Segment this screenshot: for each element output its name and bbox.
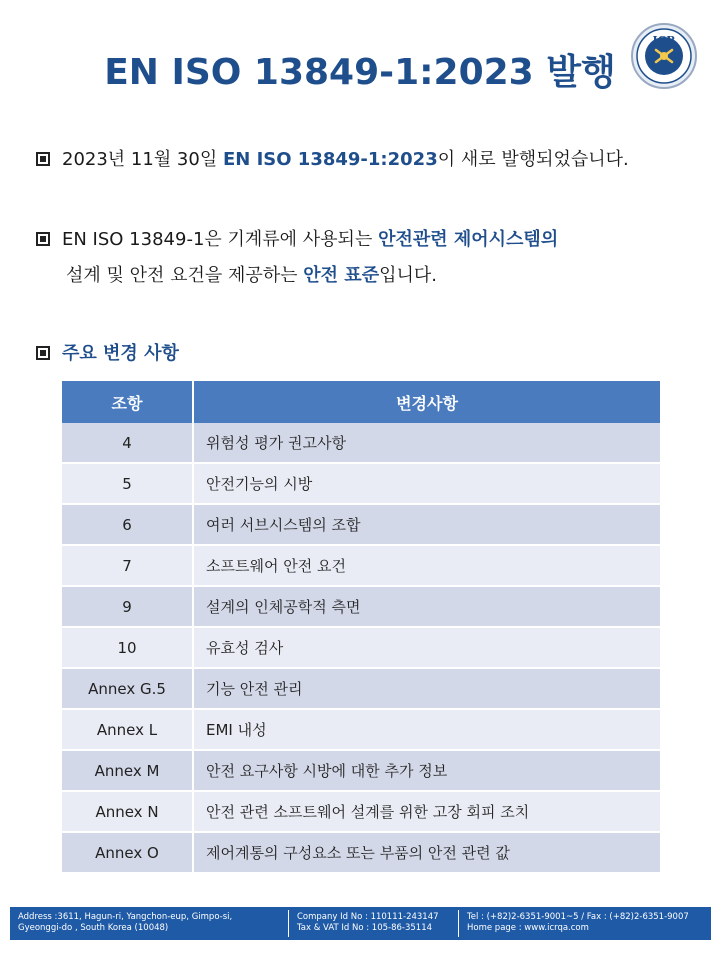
change-cell: 안전기능의 시방 [193, 463, 660, 504]
clause-cell: Annex N [62, 791, 193, 832]
bullet2-line2-text: 설계 및 안전 요건을 제공하는 [66, 265, 304, 286]
change-cell: 제어계통의 구성요소 또는 부품의 안전 관련 값 [193, 832, 660, 873]
table-row [62, 750, 660, 791]
bullet-description-line2 [66, 261, 437, 287]
footer-homepage[interactable]: Home page : www.icrqa.com [467, 923, 589, 933]
table-header-row [62, 381, 660, 423]
table-row [62, 832, 660, 873]
clause-cell: 9 [62, 586, 193, 627]
icr-certification-seal-icon [630, 22, 698, 90]
bullet1-standard: EN ISO 13849-1:2023 [222, 149, 438, 170]
table-row [62, 709, 660, 750]
footer-address-line2: Gyeonggi-do , South Korea (10048) [18, 923, 169, 933]
icr-logo [630, 22, 698, 90]
table-row [62, 545, 660, 586]
change-cell: 설계의 인체공학적 측면 [193, 586, 660, 627]
column-header-change: 변경사항 [193, 381, 660, 423]
change-cell: 기능 안전 관리 [193, 668, 660, 709]
clause-cell: 10 [62, 627, 193, 668]
table-row [62, 668, 660, 709]
table-row [62, 463, 660, 504]
clause-cell: 5 [62, 463, 193, 504]
change-cell: 안전 요구사항 시방에 대한 추가 정보 [193, 750, 660, 791]
change-cell: EMI 내성 [193, 709, 660, 750]
change-cell: 위험성 평가 권고사항 [193, 423, 660, 463]
square-bullet-icon [36, 232, 50, 246]
section-heading-row [36, 339, 179, 365]
table-row [62, 423, 660, 463]
footer-address-line1: Address :3611, Hagun-ri, Yangchon-eup, Gimpo-si, [18, 912, 233, 922]
change-cell: 유효성 검사 [193, 627, 660, 668]
footer-address [18, 912, 232, 934]
footer-divider [288, 910, 289, 937]
clause-cell: Annex O [62, 832, 193, 873]
table-row [62, 627, 660, 668]
bullet2-line2-end: 입니다. [379, 265, 437, 286]
footer-tax-id: Tax & VAT Id No : 105-86-35114 [297, 923, 433, 933]
bullet1-text-end: 이 새로 발행되었습니다. [437, 149, 629, 170]
bullet1-text: 2023년 11월 30일 [62, 149, 223, 170]
bullet-description [36, 225, 558, 251]
section-heading: 주요 변경 사항 [62, 343, 179, 364]
clause-cell: Annex G.5 [62, 668, 193, 709]
change-cell: 여러 서브시스템의 조합 [193, 504, 660, 545]
clause-cell: Annex L [62, 709, 193, 750]
clause-cell: 6 [62, 504, 193, 545]
bullet2-line2-highlight: 안전 표준 [303, 265, 380, 286]
table-row [62, 586, 660, 627]
footer-contact [467, 912, 689, 934]
bullet2-text: EN ISO 13849-1은 기계류에 사용되는 [62, 229, 379, 250]
change-cell: 안전 관련 소프트웨어 설계를 위한 고장 회피 조치 [193, 791, 660, 832]
footer-divider [458, 910, 459, 937]
clause-cell: Annex M [62, 750, 193, 791]
square-bullet-icon [36, 346, 50, 360]
bullet-publication [36, 145, 629, 171]
bullet2-highlight: 안전관련 제어시스템의 [378, 229, 559, 250]
column-header-clause: 조항 [62, 381, 193, 423]
changes-table [62, 381, 660, 874]
logo-letters: ICR [652, 34, 676, 47]
footer-company [297, 912, 439, 934]
table-row [62, 791, 660, 832]
clause-cell: 4 [62, 423, 193, 463]
table-row [62, 504, 660, 545]
footer-phone-fax: Tel : (+82)2-6351-9001~5 / Fax : (+82)2-6351-9007 [467, 912, 689, 922]
square-bullet-icon [36, 152, 50, 166]
footer-bar [10, 907, 711, 940]
footer-company-id: Company Id No : 110111-243147 [297, 912, 439, 922]
page-title: EN ISO 13849-1:2023 발행 [104, 52, 616, 93]
change-cell: 소프트웨어 안전 요건 [193, 545, 660, 586]
clause-cell: 7 [62, 545, 193, 586]
